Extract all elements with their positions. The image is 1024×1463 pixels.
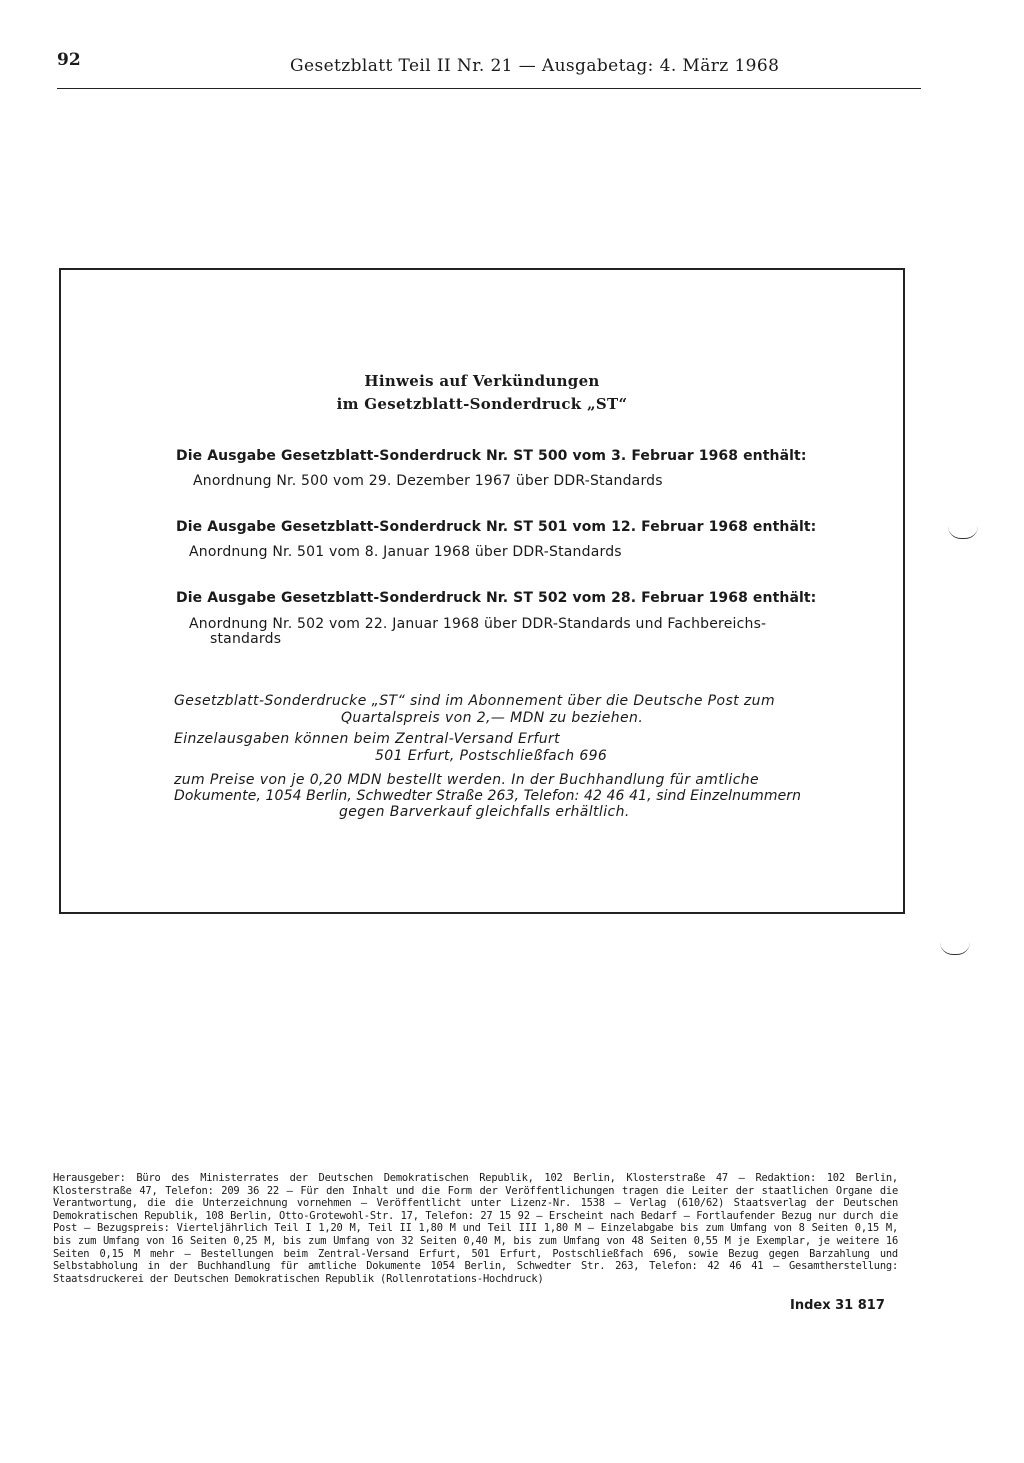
imprint-text: Herausgeber: Büro des Ministerrates der Deutschen Demokratischen Republik, 102 Berlin, Klosterstraße 47 – Redaktion: 102 Berlin, Klosterstraße 47, Telefon: 209 36 22 – Für den Inhalt und die Form der Veröffentlichungen tragen die Leiter der staatlichen Organe die Verantwortung, die die Unterzeichnung vornehmen – Veröffentlicht unter Lizenz-Nr. 1538 – Verlag (610/62) Staatsverlag der Deutschen Demokratischen Republik, 108 Berlin, Otto-Grotewohl-Str. 17, Telefon: 27 15 92 – Erscheint nach Bedarf – Fortlaufender Bezug nur durch die Post – Bezugspreis: Vierteljährlich Teil I 1,20 M, Teil II 1,80 M und Teil III 1,80 M – Einzelabgabe bis zum Umfang von 8 Seiten 0,15 M, bis zum Umfang von 16 Seiten 0,25 M, bis zum Umfang von 32 Seiten 0,40 M, bis zum Umfang von 48 Seiten 0,55 M je Exemplar, je weitere 16 Seiten 0,15 M mehr – Bestellungen beim Zentral-Versand Erfurt, 501 Erfurt, Postschließfach 696, sowie Bezug gegen Barzahlung und Selbstabholung in der Buchhandlung für amtliche Dokumente 1054 Berlin, Schwedter Str. 263, Telefon: 42 46 41 – Gesamtherstellung: Staatsdruckerei der Deutschen Demokratischen Republik (Rollenrotations-Hochdruck) xyxy=(53,1172,898,1285)
subscription-line1: Gesetzblatt-Sonderdrucke „ST“ sind im Abonnement über die Deutsche Post zum xyxy=(174,693,775,709)
issue-heading-st502: Die Ausgabe Gesetzblatt-Sonderdruck Nr. ST 502 vom 28. Februar 1968 enthält: xyxy=(176,590,817,606)
page-number: 92 xyxy=(57,50,81,70)
notice-title-line2: im Gesetzblatt-Sonderdruck „ST“ xyxy=(336,395,628,413)
notice-title-line1: Hinweis auf Verkündungen xyxy=(364,372,600,390)
subscription-line6: Dokumente, 1054 Berlin, Schwedter Straße 263, Telefon: 42 46 41, sind Einzelnummern xyxy=(174,788,802,804)
margin-mark-lower xyxy=(940,942,970,955)
issue-text-st501: Anordnung Nr. 501 vom 8. Januar 1968 über DDR-Standards xyxy=(189,544,622,560)
subscription-line5: zum Preise von je 0,20 MDN bestellt werden. In der Buchhandlung für amtliche xyxy=(174,772,760,788)
index-label: Index 31 817 xyxy=(790,1298,885,1313)
notice-title xyxy=(61,370,903,416)
subscription-line7: gegen Barverkauf gleichfalls erhältlich. xyxy=(339,804,630,820)
running-title: Gesetzblatt Teil II Nr. 21 — Ausgabetag: 4. März 1968 xyxy=(290,56,780,76)
subscription-line3: Einzelausgaben können beim Zentral-Versand Erfurt xyxy=(174,731,561,747)
subscription-line4: 501 Erfurt, Postschließfach 696 xyxy=(375,748,608,764)
issue-text-st500: Anordnung Nr. 500 vom 29. Dezember 1967 über DDR-Standards xyxy=(193,473,663,489)
issue-text-st502-line1: Anordnung Nr. 502 vom 22. Januar 1968 über DDR-Standards und Fachbereichs- xyxy=(189,616,767,632)
margin-mark-upper xyxy=(948,526,978,539)
issue-heading-st501: Die Ausgabe Gesetzblatt-Sonderdruck Nr. ST 501 vom 12. Februar 1968 enthält: xyxy=(176,519,817,535)
header-rule xyxy=(57,88,921,89)
issue-text-st502-line2: standards xyxy=(210,631,282,647)
subscription-line2: Quartalspreis von 2,— MDN zu beziehen. xyxy=(341,710,644,726)
issue-heading-st500: Die Ausgabe Gesetzblatt-Sonderdruck Nr. ST 500 vom 3. Februar 1968 enthält: xyxy=(176,448,807,464)
notice-box xyxy=(59,268,905,914)
